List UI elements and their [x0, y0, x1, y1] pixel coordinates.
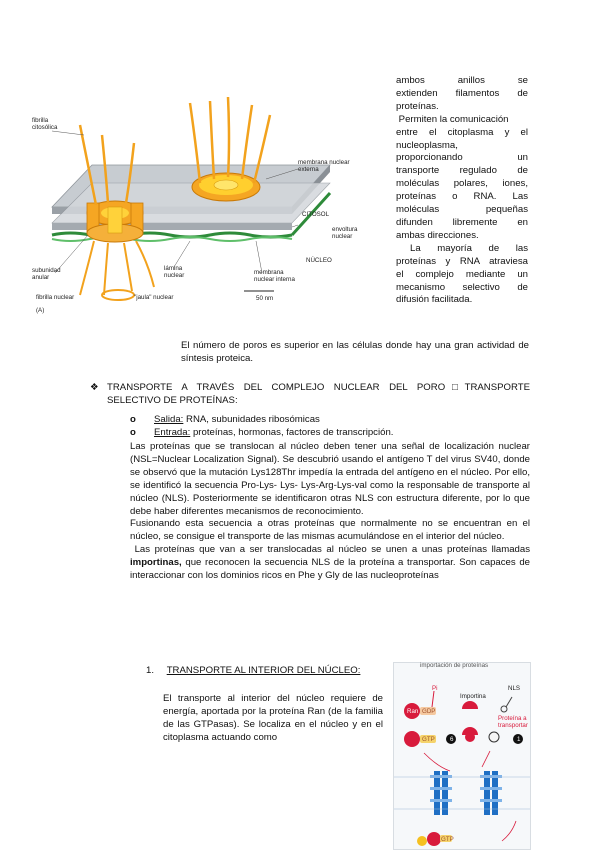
label-fibrilla-citosolica: fibrilla citosólica — [32, 117, 58, 131]
list-marker: o — [130, 414, 136, 425]
list-item-text: RNA, subunidades ribosómicas — [183, 414, 320, 425]
right-line: moléculas pequeñas — [396, 204, 528, 216]
list-item-text: proteínas, hormonas, factores de transcripción. — [190, 426, 394, 438]
label-importina: Importina — [460, 693, 486, 700]
label-escala: 50 nm — [256, 295, 274, 302]
label-nls: NLS — [508, 685, 521, 692]
label-proteina: Proteína a transportar — [498, 715, 528, 729]
right-line: La mayoría de las — [410, 242, 528, 254]
right-line: ambos anillos se — [396, 75, 528, 86]
section-body — [130, 441, 533, 583]
protein-import-figure — [393, 662, 531, 850]
list-item — [130, 414, 530, 427]
importins-term: importinas, — [130, 557, 182, 569]
nls-paragraph: Las proteínas que se translocan al núcleo deben tener una señal de localización nuclear (NSL=Nuclear Localization Signal). Se descubrió usando el antígeno T del virus SV40, donde se observó que la mutación Lys128Thr impedía la entrada del antígeno en el núcleo. Por ello, se identificó la secuencia Pro-Lys- Lys- Lys-Arg-Lys-val como la responsable de transporte al núcleo (NLS). Posteriormente se identificaron otras NLS con estructura diferente, por lo que debe haber diferentes mecanismos de reconocimiento. — [130, 441, 530, 517]
fusion-paragraph: Fusionando esta secuencia a otras proteínas que normalmente no se encuentran en el núcleo, se consigue el transporte de las mismas acumulándose en el interior del núcleo. — [130, 518, 530, 543]
right-line: el complejo mediante un — [396, 268, 528, 280]
right-line: Permiten la comunicación — [396, 113, 509, 125]
right-line: proteínas o RNA. Las — [396, 191, 528, 203]
label-step-6: 6 — [450, 736, 454, 743]
pore-channels — [430, 771, 502, 815]
list-item-term: Entrada: — [154, 426, 191, 438]
label-jaula: "jaula" nuclear — [134, 294, 174, 301]
diamond-bullet-icon: ❖ — [90, 382, 99, 393]
label-ran: Ran — [407, 708, 419, 715]
subsection-heading — [146, 665, 386, 678]
importins-paragraph — [130, 544, 533, 583]
right-line: extienden filamentos de — [396, 87, 528, 99]
right-line: proteínas. — [396, 100, 439, 112]
list-marker: o — [130, 426, 136, 438]
nuclear-pore-figure — [30, 95, 380, 325]
label-nucleo: NÚCLEO — [306, 257, 332, 264]
list-item-term: Salida: — [154, 414, 184, 425]
figure-title: importación de proteínas — [420, 662, 489, 669]
intact-pore — [190, 97, 270, 201]
label-subunidad-anular: subunidad anular — [32, 267, 61, 281]
right-line: moléculas polares, iones, — [396, 178, 528, 190]
section-heading-line2: SELECTIVO DE PROTEÍNAS: — [107, 394, 238, 406]
intro-paragraph: El número de poros es superior en las células donde hay una gran actividad de síntesis proteica. — [181, 340, 529, 364]
transport-direction-list — [130, 414, 530, 440]
importins-text-a: Las proteínas que van a ser translocadas al núcleo se unen a unas proteínas llamadas — [130, 544, 533, 556]
cutaway-pore — [80, 125, 154, 300]
label-gtp-nucleus: GTP — [441, 836, 454, 843]
label-lamina: lámina nuclear — [164, 265, 185, 279]
label-pi: Pi — [432, 685, 438, 692]
label-envoltura: envoltura nuclear — [332, 226, 358, 240]
right-line: proporcionando un — [396, 152, 528, 164]
section-heading-line1: TRANSPORTE A TRAVÉS DEL COMPLEJO NUCLEAR DEL PORO□TRANSPORTE — [107, 382, 530, 393]
subsection-title: TRANSPORTE AL INTERIOR DEL NÚCLEO: — [166, 665, 361, 676]
right-line: difunden libremente en — [396, 216, 528, 228]
label-fibrilla-nuclear: fibrilla nuclear — [36, 294, 75, 301]
label-panel-a: (A) — [36, 307, 45, 314]
right-column-text — [396, 75, 528, 307]
label-gdp: GDP — [422, 708, 436, 715]
right-line: difusión facilitada. — [396, 294, 473, 306]
right-line: entre el citoplasma y el — [396, 126, 528, 138]
right-line: nucleoplasma, — [396, 139, 458, 151]
right-line: proteínas y RNA atraviesa — [396, 255, 528, 267]
right-line: transporte regulado de — [396, 165, 528, 177]
right-line: mecanismo selectivo de — [396, 281, 528, 293]
subsection-paragraph: El transporte al interior del núcleo requiere de energía, aportada por la proteína Ran (de la familia de las GTPasas). Se localiza en el núcleo y en el citoplasma actuando como — [163, 693, 383, 743]
label-membrana-externa: membrana nuclear externa — [298, 159, 350, 173]
list-item — [130, 427, 530, 440]
label-citosol: CITOSOL — [302, 211, 330, 218]
section-heading — [90, 382, 530, 408]
label-gtp: GTP — [422, 736, 435, 743]
right-line: ambas direcciones. — [396, 229, 479, 241]
importins-text-b: que reconocen la secuencia NLS de la proteína a transportar. Son capaces de interaccionar con los dominios ricos en Phe y Gly de las nucleoproteínas — [130, 557, 533, 582]
nuclear-pore-illustration — [30, 95, 380, 325]
label-membrana-interna: membrana nuclear interna — [254, 269, 295, 283]
label-step-1: 1 — [517, 736, 521, 743]
subsection-number: 1. — [146, 665, 155, 676]
